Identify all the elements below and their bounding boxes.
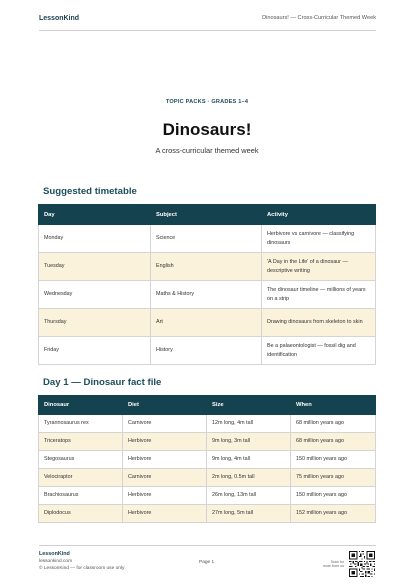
fact-file-table [38, 395, 376, 523]
qr-caption-line: Scan for [330, 560, 344, 564]
cell-when: 75 million years ago [291, 469, 376, 487]
footer-brand: LessonKind [39, 551, 70, 557]
topic-eyebrow: TOPIC PACKS · GRADES 1–4 [165, 99, 249, 105]
column-header-diet: Diet [123, 396, 207, 415]
timetable-table [38, 204, 376, 365]
header-divider [39, 30, 376, 31]
header-document-title: Dinosaurs! — Cross-Curricular Themed Week [262, 15, 376, 21]
cell-size: 12m long, 4m tall [207, 415, 291, 433]
cell-dinosaur: Tyrannosaurus rex [39, 415, 123, 433]
fact-file-section-title: Day 1 — Dinosaur fact file [43, 377, 162, 388]
qr-caption-line: more from us [322, 564, 344, 569]
cell-activity: 'A Day in the Life' of a dinosaur — descriptive writing [262, 253, 376, 281]
table-row [39, 451, 376, 469]
cell-diet: Herbivore [123, 505, 207, 523]
cell-subject: English [151, 253, 262, 281]
cell-subject: History [151, 337, 262, 365]
cell-size: 26m long, 13m tall [207, 487, 291, 505]
cell-when: 150 million years ago [291, 487, 376, 505]
cell-day: Thursday [39, 309, 151, 337]
cell-day: Wednesday [39, 281, 151, 309]
table-row [39, 309, 376, 337]
table-row [39, 433, 376, 451]
cell-day: Tuesday [39, 253, 151, 281]
cell-diet: Carnivore [123, 415, 207, 433]
column-header-dinosaur: Dinosaur [39, 396, 123, 415]
cell-activity: Herbivore vs carnivore — classifying dinosaurs [262, 225, 376, 253]
cell-size: 2m long, 0.5m tall [207, 469, 291, 487]
cell-size: 27m long, 5m tall [207, 505, 291, 523]
page-title: Dinosaurs! [162, 120, 252, 139]
cell-subject: Maths & History [151, 281, 262, 309]
column-header-day: Day [39, 205, 151, 225]
footer-divider [39, 545, 376, 546]
qr-code-icon[interactable] [349, 551, 375, 577]
cell-size: 9m long, 4m tall [207, 451, 291, 469]
cell-day: Friday [39, 337, 151, 365]
cell-when: 68 million years ago [291, 433, 376, 451]
cell-diet: Herbivore [123, 451, 207, 469]
table-header-row [39, 396, 376, 415]
cell-activity: Drawing dinosaurs from skeleton to skin [262, 309, 376, 337]
cell-size: 9m long, 3m tall [207, 433, 291, 451]
page-subtitle: A cross-curricular themed week [155, 146, 259, 155]
cell-day: Monday [39, 225, 151, 253]
table-row [39, 487, 376, 505]
cell-dinosaur: Brachiosaurus [39, 487, 123, 505]
page-number: Page 1 [199, 560, 215, 565]
cell-dinosaur: Stegosaurus [39, 451, 123, 469]
footer-copyright: © LessonKind — for classroom use only [39, 566, 125, 571]
cell-subject: Art [151, 309, 262, 337]
qr-caption [314, 560, 344, 569]
table-row [39, 415, 376, 433]
cell-diet: Herbivore [123, 487, 207, 505]
cell-subject: Science [151, 225, 262, 253]
page-header [0, 0, 414, 34]
table-row [39, 337, 376, 365]
table-row [39, 253, 376, 281]
cell-when: 152 million years ago [291, 505, 376, 523]
table-row [39, 505, 376, 523]
table-header-row [39, 205, 376, 225]
cell-when: 150 million years ago [291, 451, 376, 469]
cell-activity: The dinosaur timeline — millions of years on a strip [262, 281, 376, 309]
cell-diet: Herbivore [123, 433, 207, 451]
footer-site-link[interactable]: lessonkind.com [39, 559, 73, 564]
cell-dinosaur: Triceratops [39, 433, 123, 451]
column-header-subject: Subject [151, 205, 262, 225]
table-row [39, 469, 376, 487]
column-header-activity: Activity [262, 205, 376, 225]
timetable-section-title: Suggested timetable [43, 186, 137, 197]
cell-diet: Carnivore [123, 469, 207, 487]
cell-when: 68 million years ago [291, 415, 376, 433]
cell-dinosaur: Diplodocus [39, 505, 123, 523]
column-header-when: When [291, 396, 376, 415]
cell-dinosaur: Velociraptor [39, 469, 123, 487]
column-header-size: Size [207, 396, 291, 415]
header-brand[interactable]: LessonKind [39, 15, 80, 22]
cell-activity: Be a palaeontologist — fossil dig and identification [262, 337, 376, 365]
table-row [39, 281, 376, 309]
table-row [39, 225, 376, 253]
